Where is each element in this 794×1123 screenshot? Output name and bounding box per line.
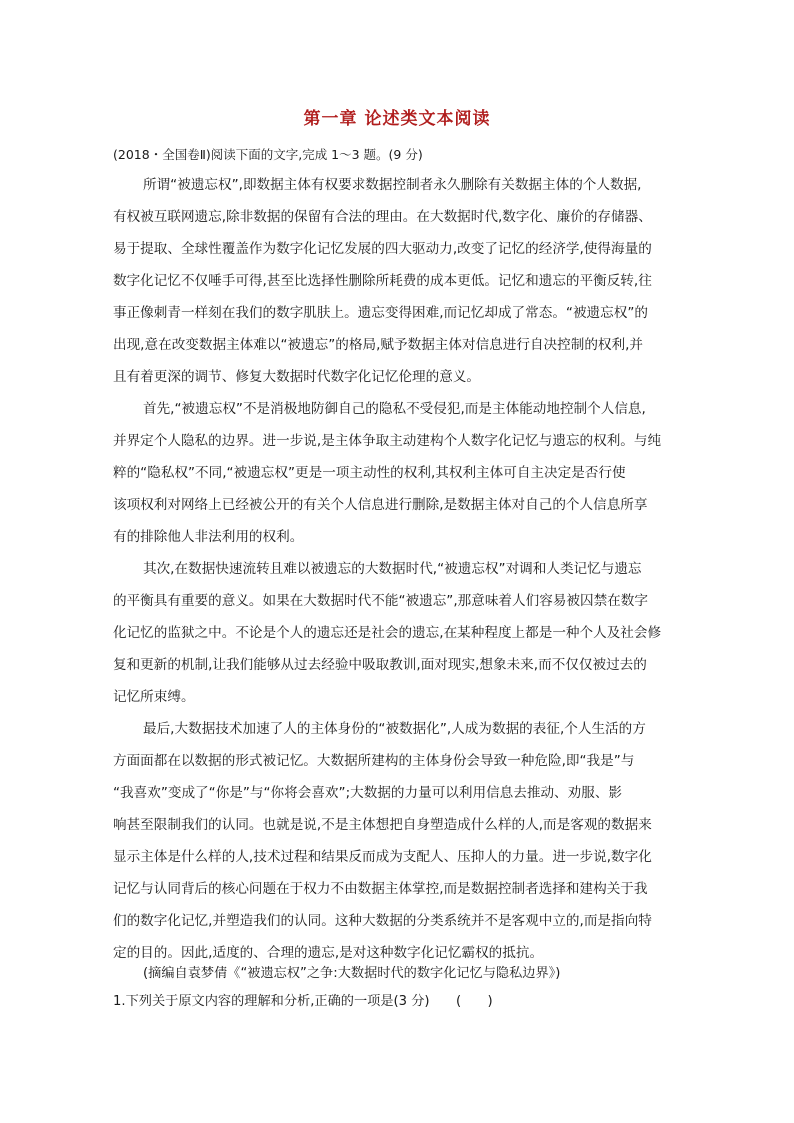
question-1: 1.下列关于原文内容的理解和分析,正确的一项是(3 分) ( ): [113, 994, 493, 1009]
text-line: 出现,意在改变数据主体难以“被遗忘”的格局,赋予数据主体对信息进行自决控制的权利,并: [113, 337, 644, 353]
text-line: 复和更新的机制,让我们能够从过去经验中吸取教训,面对现实,想象未来,而不仅仅被过去的: [113, 657, 647, 673]
text-line: 首先,“被遗忘权”不是消极地防御自己的隐私不受侵犯,而是主体能动地控制个人信息,: [143, 401, 646, 417]
source-note: (2018・全国卷Ⅱ)阅读下面的文字,完成 1～3 题。(9 分): [113, 147, 423, 162]
text-line: 响甚至限制我们的认同。也就是说,不是主体想把自身塑造成什么样的人,而是客观的数据来: [113, 817, 652, 833]
text-line: 最后,大数据技术加速了人的主体身份的“被数据化”,人成为数据的表征,个人生活的方: [143, 721, 646, 737]
text-line: 方面面都在以数据的形式被记忆。大数据所建构的主体身份会导致一种危险,即“我是”与: [113, 753, 635, 769]
text-line: 记忆所束缚。: [113, 689, 195, 705]
text-line: 的平衡具有重要的意义。如果在大数据时代不能“被遗忘”,那意味着人们容易被囚禁在数字: [113, 593, 648, 609]
text-line: 该项权利对网络上已经被公开的有关个人信息进行删除,是数据主体对自己的个人信息所享: [113, 497, 648, 513]
text-line: 有权被互联网遗忘,除非数据的保留有合法的理由。在大数据时代,数字化、廉价的存储器、: [113, 209, 652, 225]
text-line: 所谓“被遗忘权”,即数据主体有权要求数据控制者永久删除有关数据主体的个人数据,: [143, 177, 642, 193]
text-line: 易于提取、全球性覆盖作为数字化记忆发展的四大驱动力,改变了记忆的经济学,使得海量的: [113, 241, 652, 257]
text-line: 事正像刺青一样刻在我们的数字肌肤上。遗忘变得困难,而记忆却成了常态。“被遗忘权”的: [113, 305, 648, 321]
text-line: 化记忆的监狱之中。不论是个人的遗忘还是社会的遗忘,在某种程度上都是一种个人及社会修: [113, 625, 662, 641]
chapter-title: 第一章 论述类文本阅读: [303, 109, 491, 129]
text-line: 有的排除他人非法利用的权利。: [113, 529, 304, 545]
text-line: 定的目的。因此,适度的、合理的遗忘,是对这种数字化记忆霸权的抵抗。: [113, 945, 544, 961]
text-line: 数字化记忆不仅唾手可得,甚至比选择性删除所耗费的成本更低。记忆和遗忘的平衡反转,往: [113, 273, 652, 289]
text-line: 且有着更深的调节、修复大数据时代数字化记忆伦理的意义。: [113, 369, 481, 385]
text-line: “我喜欢”变成了“你是”与“你将会喜欢”;大数据的力量可以利用信息去推动、劝服、影: [113, 785, 623, 801]
text-line: 并界定个人隐私的边界。进一步说,是主体争取主动建构个人数字化记忆与遗忘的权利。与纯: [113, 433, 662, 449]
text-line: 显示主体是什么样的人,技术过程和结果反而成为支配人、压抑人的力量。进一步说,数字化: [113, 849, 652, 865]
text-line: 粹的“隐私权”不同,“被遗忘权”更是一项主动性的权利,其权利主体可自主决定是否行使: [113, 465, 626, 481]
text-line: 其次,在数据快速流转且难以被遗忘的大数据时代,“被遗忘权”对调和人类记忆与遗忘: [143, 561, 642, 577]
citation: (摘编自袁梦倩《“被遗忘权”之争:大数据时代的数字化记忆与隐私边界》): [143, 966, 561, 981]
text-line: 记忆与认同背后的核心问题在于权力不由数据主体掌控,而是数据控制者选择和建构关于我: [113, 881, 648, 897]
text-line: 们的数字化记忆,并塑造我们的认同。这种大数据的分类系统并不是客观中立的,而是指向特: [113, 913, 652, 929]
